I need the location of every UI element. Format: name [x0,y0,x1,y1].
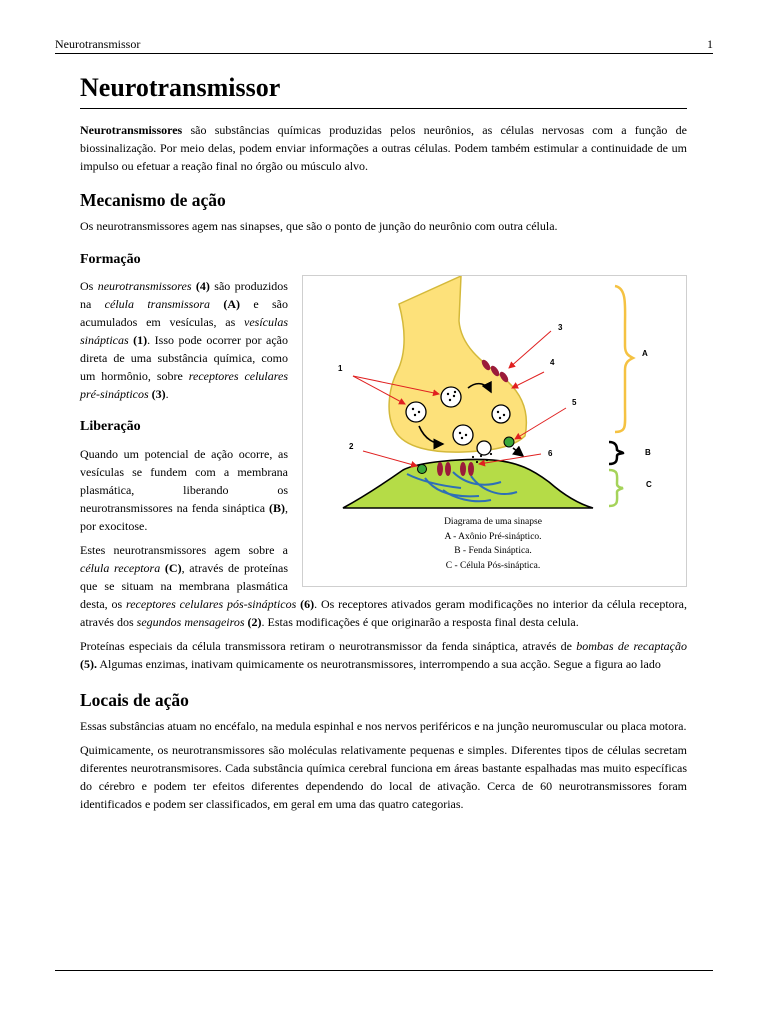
liberacao-paragraph-1: Quando um potencial de ação ocorre, as vesículas se fundem com a membrana plasmática, liberando os neurotransmissores na fenda sináptica (B), por exocitose. [80,447,288,533]
formacao-paragraph: Os neurotransmissores (4) são produzidos na célula transmissora (A) e são acumulados em vesículas, as vesículas sinápticas (1). Isso pode ocorrer por ação direta de uma substância química, como um hormônio, sobre receptores celulares pré-sinápticos (3). [80,279,289,401]
label-b: B [645,448,651,457]
label-a: A [642,349,648,358]
label-5: 5 [572,398,577,407]
caption-line: Diagrama de uma sinapse [444,517,542,527]
section-heading-mecanismo: Mecanismo de ação [80,190,226,210]
bracket-c [609,470,623,506]
page-number: 1 [707,37,713,51]
subsection-heading-liberacao: Liberação [80,419,141,434]
label-c: C [646,480,652,489]
section-heading-locais: Locais de ação [80,690,189,710]
intro-paragraph: Neurotransmissores são substâncias químicas produzidas pelos neurônios, as células nervosas com a função de biossinalização. Por meio delas, podem enviar informações a outras células. Podem também estimular a continuidade de um impulso ou efetuar a reação final no órgão ou músculo alvo. [80,123,687,173]
caption-line: B - Fenda Sináptica. [454,546,532,556]
subsection-heading-formacao: Formação [80,252,141,267]
intro-term: Neurotransmissores [80,123,183,137]
enzyme-left [418,465,427,474]
caption-line: A - Axônio Pré-sináptico. [444,531,542,542]
article-body [80,70,687,813]
mecanismo-paragraph: Os neurotransmissores agem nas sinapses, que são o ponto de junção do neurônio com outra célula. [80,219,558,233]
liberacao-paragraph-3: Proteínas especiais da célula transmissora retiram o neurotransmissor da fenda sináptica, através de bombas de recaptação (5). Algumas enzimas, inativam quimicamente os neurotransmissores, interrompendo a sua acção. Segue a figura ao lado [80,639,687,671]
label-3: 3 [558,323,563,332]
figure-caption [403,515,583,573]
label-2: 2 [349,442,354,451]
running-header [55,37,713,53]
reuptake-pump [504,437,514,447]
bracket-a [615,286,633,432]
bracket-b [609,442,623,464]
liberacao-paragraph-2: Estes neurotransmissores agem sobre a célula receptora (C), através de proteínas que se situam na membrana plasmática desta, os receptores celulares pós-sinápticos (6). Os receptores ativados geram modificações no interior da célula receptora, através dos segundos mensageiros (2). Estas modificações é que originarão a resposta final desta celula. [80,543,687,629]
synapse-diagram-figure [302,275,687,587]
caption-line: C - Célula Pós-sináptica. [445,560,541,571]
header-rule [55,53,713,54]
page-title: Neurotransmissor [80,70,687,109]
footer-rule [55,970,713,971]
running-title: Neurotransmissor [55,37,141,51]
label-1: 1 [338,364,343,373]
label-6: 6 [548,449,553,458]
locais-paragraph-1: Essas substâncias atuam no encéfalo, na medula espinhal e nos nervos periféricos e na junção neuromuscular ou placa motora. [80,719,687,733]
label-4: 4 [550,358,555,367]
presynaptic-axon-shape [389,276,526,452]
locais-paragraph-2: Quimicamente, os neurotransmissores são moléculas relativamente pequenas e simples. Diferentes tipos de células secretam diferentes neurotransmisores. Cada substância química cerebral funciona em áreas bastante espalhadas mas muito específicas do cérebro e podem ter efeitos diferentes dependendo do local de ativação. Cerca de 60 neurotransmissores foram identificados e podem ser classificados, em geral em uma das quatro categorias. [80,743,687,811]
